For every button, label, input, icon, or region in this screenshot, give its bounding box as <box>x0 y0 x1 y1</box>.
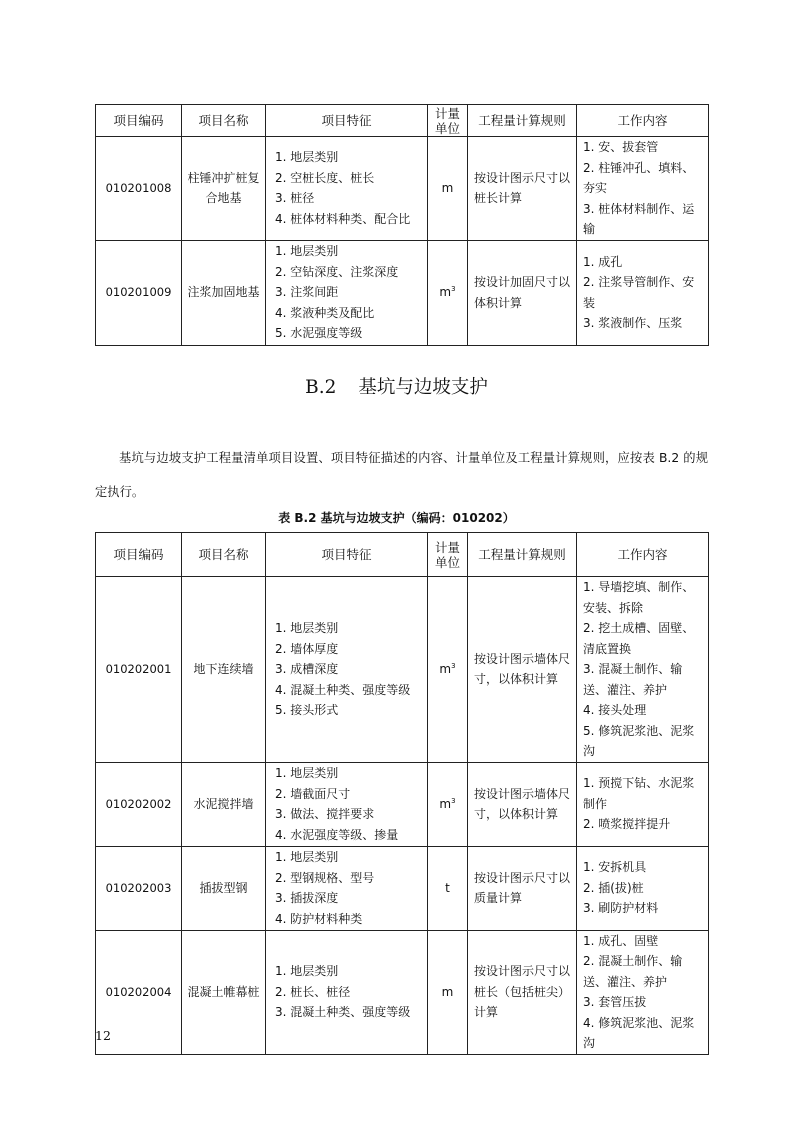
work-line: 2. 插(拔)桩 <box>583 880 644 895</box>
header-unit-line1: 计量 <box>434 105 460 121</box>
feature-line: 2. 空钻深度、注浆深度 <box>275 264 399 279</box>
item-code: 010202003 <box>96 846 182 930</box>
table-row <box>96 930 709 1054</box>
feature-line: 4. 浆液种类及配比 <box>275 305 375 320</box>
work-line: 3. 混凝土制作、输送、灌注、养护 <box>583 662 683 697</box>
unit-symbol: t <box>445 880 450 895</box>
table-caption: 表 B.2 基坑与边坡支护（编码：010202） <box>278 511 515 525</box>
item-name: 混凝土帷幕桩 <box>182 930 266 1054</box>
item-unit <box>428 577 468 763</box>
section-title: 基坑与边坡支护 <box>358 377 488 398</box>
unit-symbol: m <box>441 984 454 999</box>
work-line: 2. 柱锤冲孔、填料、夯实 <box>583 160 695 195</box>
spec-table-b2 <box>95 532 709 1055</box>
item-rule: 按设计加固尺寸以体积计算 <box>468 240 577 345</box>
feature-line: 1. 地层类别 <box>275 766 339 780</box>
header-unit <box>428 105 468 137</box>
work-line: 2. 混凝土制作、输送、灌注、养护 <box>583 954 683 989</box>
feature-line: 2. 型钢规格、型号 <box>275 870 375 885</box>
item-features <box>266 930 428 1054</box>
header-work: 工作内容 <box>577 533 709 577</box>
feature-line: 4. 防护材料种类 <box>275 911 363 926</box>
work-line: 1. 安、拔套管 <box>583 140 659 154</box>
header-unit-line2: 单位 <box>434 120 460 136</box>
work-line: 2. 注浆导管制作、安装 <box>583 275 695 310</box>
body-paragraph: 基坑与边坡支护工程量清单项目设置、项目特征描述的内容、计量单位及工程量计算规则，应按表 B.2 的规定执行。 <box>95 451 708 499</box>
item-name: 地下连续墙 <box>182 577 266 763</box>
header-row <box>96 533 709 577</box>
work-line: 1. 成孔、固壁 <box>583 933 659 948</box>
unit-symbol: m <box>439 662 452 676</box>
item-name: 注浆加固地基 <box>182 240 266 345</box>
header-features: 项目特征 <box>266 105 428 137</box>
feature-line: 1. 地层类别 <box>275 150 339 165</box>
unit-superscript: 3 <box>451 285 456 294</box>
item-unit <box>428 846 468 930</box>
item-code: 010201009 <box>96 240 182 345</box>
unit-symbol: m <box>439 796 452 811</box>
spec-table-b1-continued <box>95 104 709 346</box>
feature-line: 1. 地层类别 <box>275 621 339 635</box>
header-work: 工作内容 <box>577 105 709 137</box>
table-row <box>96 577 709 763</box>
header-unit-line2: 单位 <box>434 554 460 570</box>
item-work <box>577 577 709 763</box>
feature-line: 2. 桩长、桩径 <box>275 984 351 999</box>
item-rule: 按设计图示墙体尺寸，以体积计算 <box>468 577 577 763</box>
feature-line: 3. 成槽深度 <box>275 662 339 676</box>
table-row <box>96 762 709 846</box>
header-rule: 工程量计算规则 <box>468 105 577 137</box>
item-unit <box>428 762 468 846</box>
unit-superscript: 3 <box>451 662 456 670</box>
section-number: B.2 <box>305 377 337 398</box>
work-line: 1. 安拆机具 <box>583 860 647 875</box>
header-unit <box>428 533 468 577</box>
unit-symbol: m <box>439 285 452 300</box>
header-row <box>96 105 709 137</box>
work-line: 4. 修筑泥浆池、泥浆沟 <box>583 1015 695 1050</box>
item-rule: 按设计图示墙体尺寸，以体积计算 <box>468 762 577 846</box>
work-line: 5. 修筑泥浆池、泥浆沟 <box>583 723 695 758</box>
item-unit <box>428 930 468 1054</box>
unit-symbol: m <box>441 181 454 195</box>
work-line: 1. 预搅下钻、水泥浆制作 <box>583 776 695 811</box>
item-features <box>266 137 428 241</box>
header-code: 项目编码 <box>96 533 182 577</box>
header-unit-line1: 计量 <box>434 539 460 555</box>
feature-line: 2. 墙截面尺寸 <box>275 786 351 801</box>
item-unit <box>428 240 468 345</box>
work-line: 2. 喷浆搅拌提升 <box>583 817 671 832</box>
feature-line: 4. 桩体材料种类、配合比 <box>275 211 411 226</box>
work-line: 3. 桩体材料制作、运输 <box>583 201 695 236</box>
feature-line: 2. 墙体厚度 <box>275 641 339 656</box>
unit-superscript: 3 <box>451 796 456 805</box>
item-name: 插拔型钢 <box>182 846 266 930</box>
item-features <box>266 762 428 846</box>
item-rule: 按设计图示尺寸以桩长计算 <box>468 137 577 241</box>
header-features: 项目特征 <box>266 533 428 577</box>
table-row <box>96 846 709 930</box>
work-line: 1. 成孔 <box>583 254 623 269</box>
feature-line: 3. 混凝土种类、强度等级 <box>275 1005 411 1020</box>
work-line: 4. 接头处理 <box>583 703 647 717</box>
table-row <box>96 240 709 345</box>
feature-line: 3. 做法、搅拌要求 <box>275 807 375 821</box>
work-line: 3. 刷防护材料 <box>583 901 659 916</box>
item-features <box>266 240 428 345</box>
item-code: 010201008 <box>96 137 182 241</box>
feature-line: 4. 混凝土种类、强度等级 <box>275 682 411 697</box>
item-work <box>577 930 709 1054</box>
item-features <box>266 577 428 763</box>
work-line: 3. 浆液制作、压浆 <box>583 316 683 330</box>
work-line: 1. 导墙挖填、制作、安装、拆除 <box>583 580 695 615</box>
table-row <box>96 137 709 241</box>
header-name: 项目名称 <box>182 105 266 137</box>
feature-line: 1. 地层类别 <box>275 244 339 259</box>
item-code: 010202002 <box>96 762 182 846</box>
feature-line: 3. 注浆间距 <box>275 285 339 300</box>
work-line: 2. 挖土成槽、固壁、清底置换 <box>583 621 695 656</box>
item-work <box>577 137 709 241</box>
page-number: 12 <box>95 1028 111 1043</box>
feature-line: 3. 桩径 <box>275 191 315 206</box>
feature-line: 1. 地层类别 <box>275 850 339 864</box>
feature-line: 2. 空桩长度、桩长 <box>275 170 375 185</box>
item-work <box>577 240 709 345</box>
feature-line: 4. 水泥强度等级、掺量 <box>275 827 399 842</box>
header-name: 项目名称 <box>182 533 266 577</box>
header-code: 项目编码 <box>96 105 182 137</box>
item-code: 010202004 <box>96 930 182 1054</box>
feature-line: 5. 接头形式 <box>275 703 339 717</box>
item-work <box>577 762 709 846</box>
item-rule: 按设计图示尺寸以质量计算 <box>468 846 577 930</box>
feature-line: 3. 插拔深度 <box>275 891 339 905</box>
feature-line: 1. 地层类别 <box>275 964 339 979</box>
item-name: 柱锤冲扩桩复合地基 <box>182 137 266 241</box>
item-code: 010202001 <box>96 577 182 763</box>
item-features <box>266 846 428 930</box>
header-rule: 工程量计算规则 <box>468 533 577 577</box>
item-unit <box>428 137 468 241</box>
item-work <box>577 846 709 930</box>
item-name: 水泥搅拌墙 <box>182 762 266 846</box>
item-rule: 按设计图示尺寸以桩长（包括桩尖）计算 <box>468 930 577 1054</box>
feature-line: 5. 水泥强度等级 <box>275 326 363 341</box>
work-line: 3. 套管压拔 <box>583 995 647 1009</box>
section-heading <box>0 373 793 399</box>
